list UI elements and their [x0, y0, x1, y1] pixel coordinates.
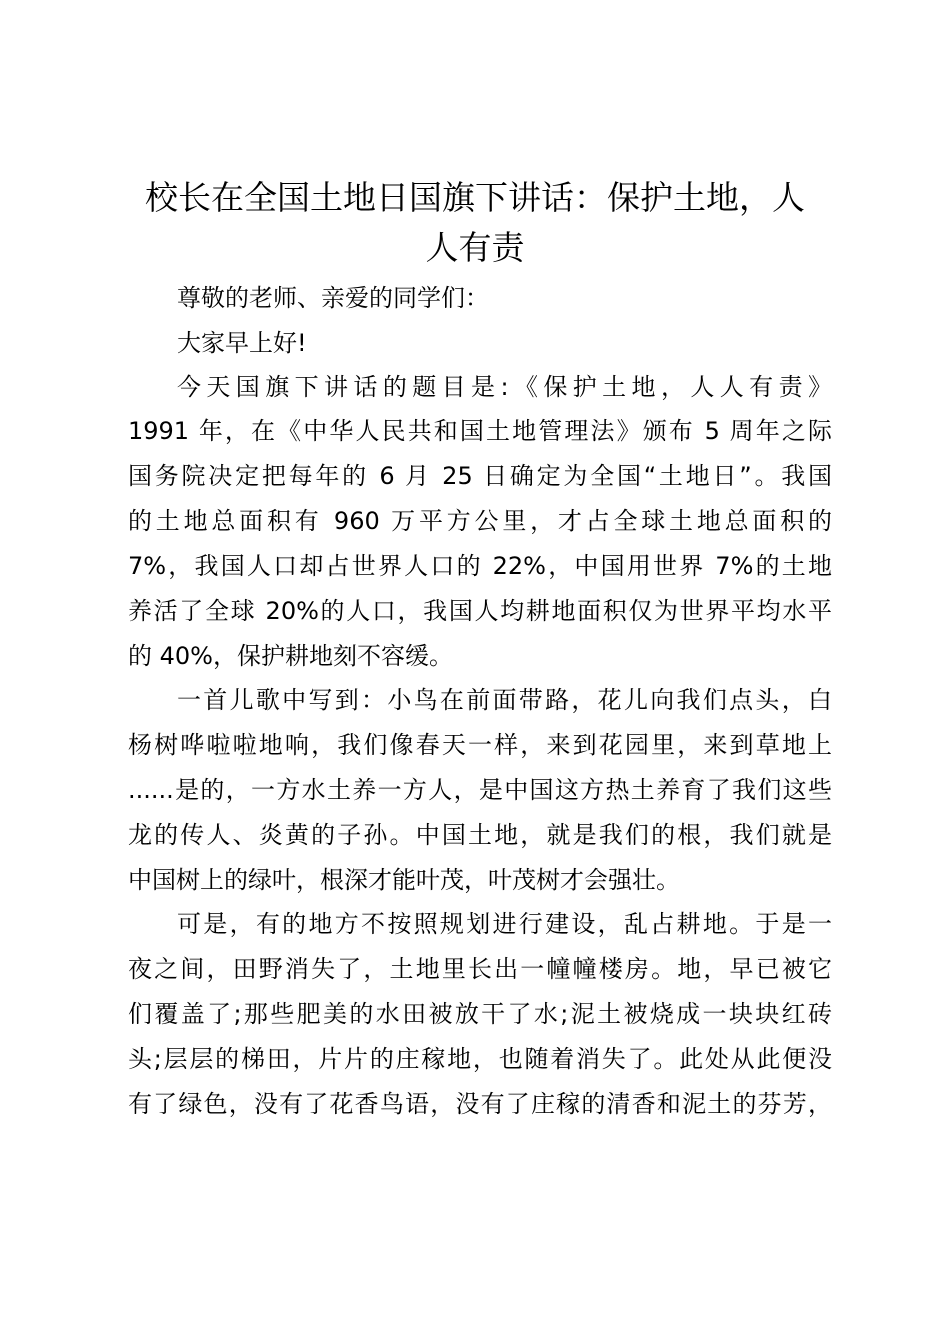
paragraph-1-line: 的土地总面积有 960 万平方公里，才占全球土地总面积的	[128, 507, 832, 535]
salutation: 大家早上好!	[177, 329, 307, 357]
paragraph-2-line: 一首儿歌中写到：小鸟在前面带路，花儿向我们点头，白	[177, 686, 832, 714]
paragraph-2-line: 中国树上的绿叶，根深才能叶茂，叶茂树才会强壮。	[128, 866, 680, 894]
paragraph-3-line: 有了绿色，没有了花香鸟语，没有了庄稼的清香和泥土的芬芳，	[128, 1090, 832, 1118]
paragraph-2-line: 杨树哗啦啦地响，我们像春天一样，来到花园里，来到草地上	[128, 731, 832, 759]
paragraph-1-line: 的 40%，保护耕地刻不容缓。	[128, 642, 453, 670]
paragraph-3-line: 头;层层的梯田，片片的庄稼地，也随着消失了。此处从此便没	[128, 1045, 832, 1073]
paragraph-1-line: 养活了全球 20%的人口，我国人均耕地面积仅为世界平均水平	[128, 597, 832, 625]
paragraph-3-line: 们覆盖了;那些肥美的水田被放干了水;泥土被烧成一块块红砖	[128, 1000, 832, 1028]
document-title-line-1: 校长在全国土地日国旗下讲话：保护土地，人	[145, 178, 805, 217]
greeting: 尊敬的老师、亲爱的同学们：	[177, 284, 489, 312]
paragraph-1-line: 今天国旗下讲话的题目是:《保护土地，人人有责》	[177, 373, 832, 401]
document-title-line-2: 人有责	[425, 228, 525, 267]
paragraph-3-line: 夜之间，田野消失了，土地里长出一幢幢楼房。地，早已被它	[128, 955, 832, 983]
paragraph-1-line: 7%，我国人口却占世界人口的 22%，中国用世界 7%的土地	[128, 552, 832, 580]
paragraph-1-line: 1991 年，在《中华人民共和国土地管理法》颁布 5 周年之际	[128, 417, 832, 445]
paragraph-2-line: ......是的，一方水土养一方人，是中国这方热土养育了我们这些	[128, 776, 832, 804]
paragraph-2-line: 龙的传人、炎黄的子孙。中国土地，就是我们的根，我们就是	[128, 821, 832, 849]
paragraph-1-line: 国务院决定把每年的 6 月 25 日确定为全国“土地日”。我国	[128, 462, 832, 490]
paragraph-3-line: 可是，有的地方不按照规划进行建设，乱占耕地。于是一	[177, 910, 832, 938]
